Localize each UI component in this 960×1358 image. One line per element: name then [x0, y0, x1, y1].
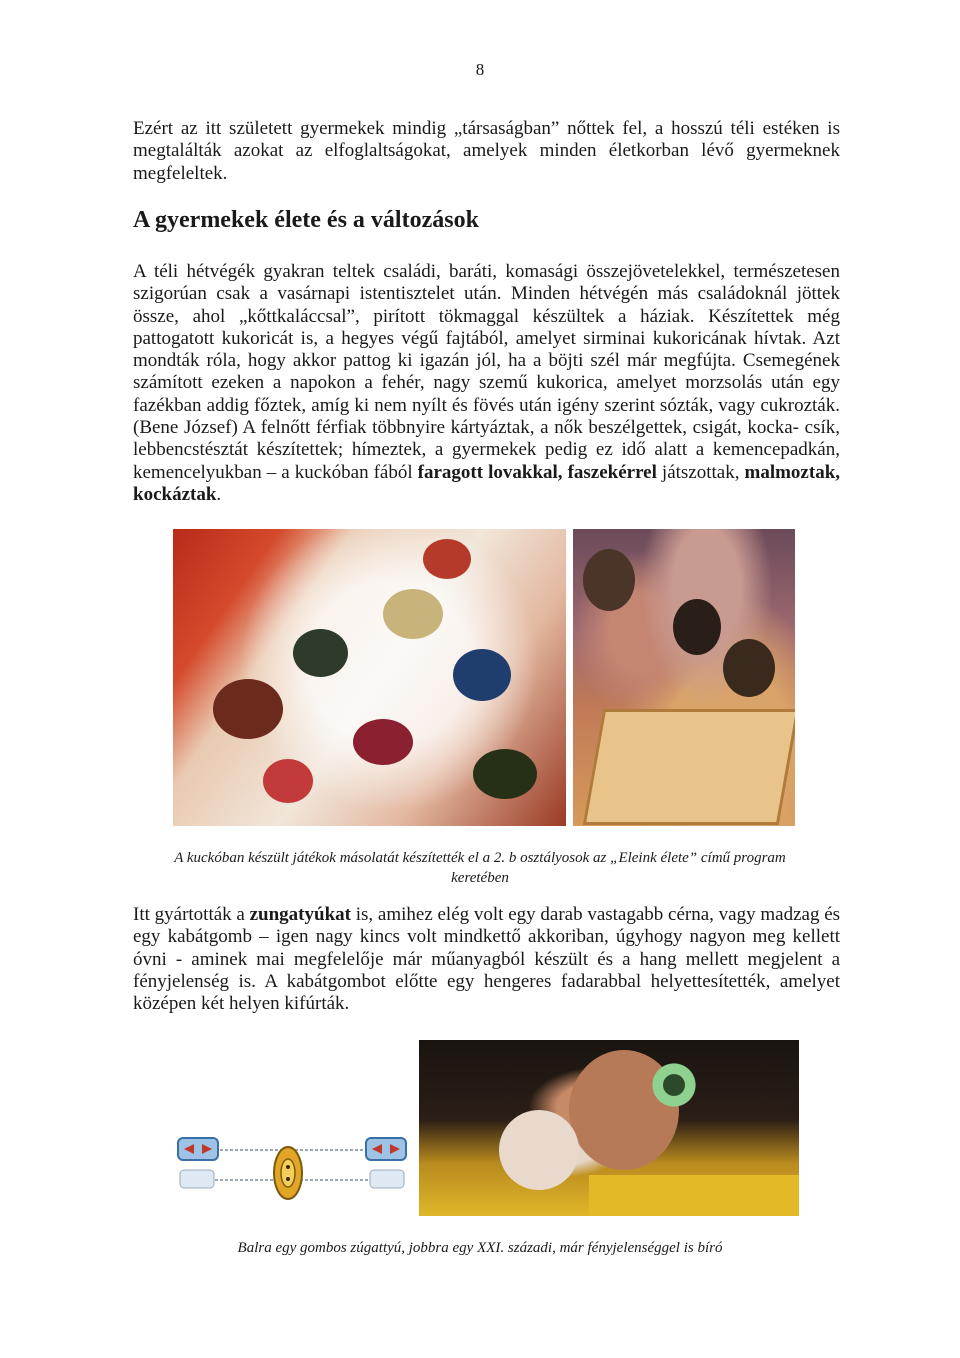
paragraph-text-end: .: [216, 483, 222, 505]
button-whirligig-drawing: [170, 1118, 414, 1218]
paragraph-text-mid: játszottak,: [656, 461, 745, 483]
paragraph-text: Itt gyártották a: [133, 904, 250, 925]
zungatyu-paragraph: [133, 904, 840, 1015]
toy-ball: [263, 759, 313, 803]
caption-line-2: keretében: [451, 870, 509, 886]
toy-ball: [213, 679, 283, 739]
toy-ball: [293, 629, 348, 677]
toy-ball: [353, 719, 413, 765]
paragraph-text: A téli hétvégék gyakran teltek családi, baráti, komasági összejövetelekkel, természetesen szigorúan csak a vasárnapi istentisztelet után. Minden hétvégén más családoknál jöttek össze, ahol „kőttkaláccsal”, pirított tökmaggal készültek a háziak. Készítettek még pattogatott kukoricát is, a hegyes végű fajtából, amelyet sirminai kukoricának hívtak. Azt mondták róla, hogy akkor pattog ki igazán jól, ha a böjti szél már megfújta. Csemegének számított ezeken a napokon a fehér, nagy szemű kukorica, amelyet morzsolás után egy fazékban addig főztek, amíg ki nem nyílt és fövés után igény szerint sózták, vagy cukrozták. (Bene József) A felnőtt férfiak többnyire kártyáztak, a nők beszélgettek, csigát, kocka- csík, lebbencstésztát készítettek; hímeztek, a gyermekek pedig ez idő alatt a kemencepadkán, kemencelyukban – a kuckóban fából: [133, 261, 840, 483]
boy-with-whirligig-photo: [419, 1040, 799, 1216]
bold-word-zungatyu: zungatyúkat: [249, 904, 351, 925]
children-playing-photo: [573, 529, 795, 826]
section-heading: A gyermekek élete és a változások: [133, 207, 479, 233]
toy-ball: [453, 649, 511, 701]
child-head: [673, 599, 721, 655]
bold-phrase-toys: faragott lovakkal, faszekérrel: [417, 461, 657, 483]
caption-line-1: A kuckóban készült játékok másolatát készítették el a 2. b osztályosok az „Eleink élete” című program: [174, 850, 786, 866]
whirligig-toy: [649, 1060, 699, 1110]
yellow-shirt: [589, 1175, 799, 1216]
child-head: [723, 639, 775, 697]
body-paragraph: [133, 261, 840, 506]
handmade-toys-photo: [173, 529, 566, 826]
hand: [499, 1110, 579, 1190]
game-board: [583, 709, 795, 825]
photo-caption-2: Balra egy gombos zúgattyú, jobbra egy XXI. századi, már fényjelenséggel is bíró: [237, 1240, 723, 1256]
page-number: 8: [475, 60, 485, 79]
toy-ball: [473, 749, 537, 799]
toy-ball: [383, 589, 443, 639]
paragraph-text-end: is, amihez elég volt egy darab vastagabb cérna, vagy madzag és egy kabátgomb – igen nagy kincs volt mindkettő akkoriban, úgyhogy nagyon meg kellett óvni - aminek mai megfelelője már műanyagból készült és a hang mellett megjelent a fényjelenség is. A kabátgombot előtte egy hengeres fadarabbal helyettesítették, amelyet középen két helyen kifúrták.: [133, 904, 841, 1015]
photo-caption-1: [0, 848, 960, 888]
bold-phrase-games: malmoztak, kockáztak: [133, 461, 841, 505]
toy-ball: [423, 539, 471, 579]
child-head: [583, 549, 635, 611]
intro-paragraph: Ezért az itt született gyermekek mindig „társaságban” nőttek fel, a hosszú téli estéken is megtalálták azokat az elfoglaltságokat, amelyek minden életkorban lévő gyermeknek megfeleltek.: [133, 118, 840, 184]
